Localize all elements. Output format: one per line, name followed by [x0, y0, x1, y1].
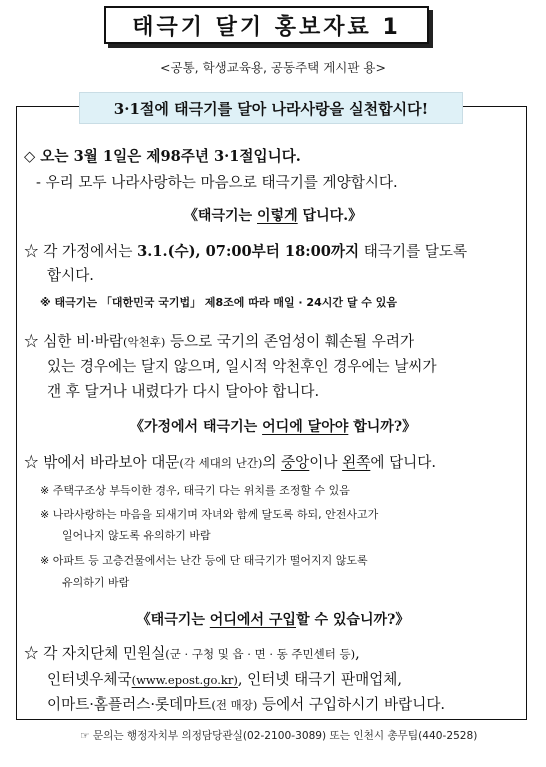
section3-item1-cont2: 이마트·홈플러스·롯데마트(전 매장) 등에서 구입하시기 바랍니다. — [47, 696, 446, 713]
epost-link[interactable]: (www.epost.go.kr) — [131, 673, 238, 687]
intro-line-2: - 우리 모두 나라사랑하는 마음으로 태극기를 게양합시다. — [36, 174, 398, 191]
section2-note2: ※ 나라사랑하는 마음을 되새기며 자녀와 함께 달도록 하되, 안전사고가 — [40, 508, 379, 521]
section2-note3-cont: 유의하기 바람 — [62, 576, 130, 589]
section3-heading: 《태극기는 어디에서 구입할 수 있습니까?》 — [136, 612, 410, 628]
headline-banner: 3·1절에 태극기를 달아 나라사랑을 실천합시다! — [79, 92, 463, 124]
section1-item2-cont1: 있는 경우에는 달지 않으며, 일시적 악천후인 경우에는 날씨가 — [47, 358, 437, 375]
intro-line-1: ◇ 오는 3월 1일은 제98주년 3·1절입니다. — [24, 148, 301, 165]
section3-item1: ☆ 각 자치단체 민원실(군 · 구청 및 읍 · 면 · 동 주민센터 등), — [24, 645, 360, 662]
section3-item1-cont1: 인터넷우체국(www.epost.go.kr), 인터넷 태극기 판매업체, — [47, 671, 403, 688]
page-title: 태극기 달기 홍보자료 1 — [104, 6, 429, 44]
page-subtitle: <공통, 학생교육용, 공동주택 게시판 용> — [160, 60, 386, 75]
section1-item2-cont2: 갠 후 달거나 내렸다가 다시 달아야 합니다. — [47, 383, 320, 400]
section1-item2: ☆ 심한 비·바람(악천후) 등으로 국기의 존엄성이 훼손될 우려가 — [24, 333, 415, 350]
section1-note1: ※ 태극기는 「대한민국 국기법」 제8조에 따라 매일 · 24시간 달 수 있음 — [40, 296, 397, 309]
section2-heading: 《가정에서 태극기는 어디에 달아야 합니까?》 — [129, 419, 417, 435]
section1-item1-cont: 합시다. — [47, 267, 94, 284]
contact-footer: ☞ 문의는 행정자치부 의정담당관실(02-2100-3089) 또는 인천시 총무팀(440-2528) — [80, 730, 478, 742]
section1-item1: ☆ 각 가정에서는 3.1.(수), 07:00부터 18:00까지 태극기를 달도록 — [24, 243, 468, 260]
section2-note1: ※ 주택구조상 부득이한 경우, 태극기 다는 위치를 조정할 수 있음 — [40, 484, 350, 497]
section2-item1: ☆ 밖에서 바라보아 대문(각 세대의 난간)의 중앙이나 왼쪽에 답니다. — [24, 454, 436, 471]
section1-heading: 《태극기는 이렇게 답니다.》 — [183, 208, 363, 224]
section2-note2-cont: 일어나지 않도록 유의하기 바람 — [62, 529, 211, 542]
section2-note3: ※ 아파트 등 고층건물에서는 난간 등에 단 태극기가 떨어지지 않도록 — [40, 554, 368, 567]
